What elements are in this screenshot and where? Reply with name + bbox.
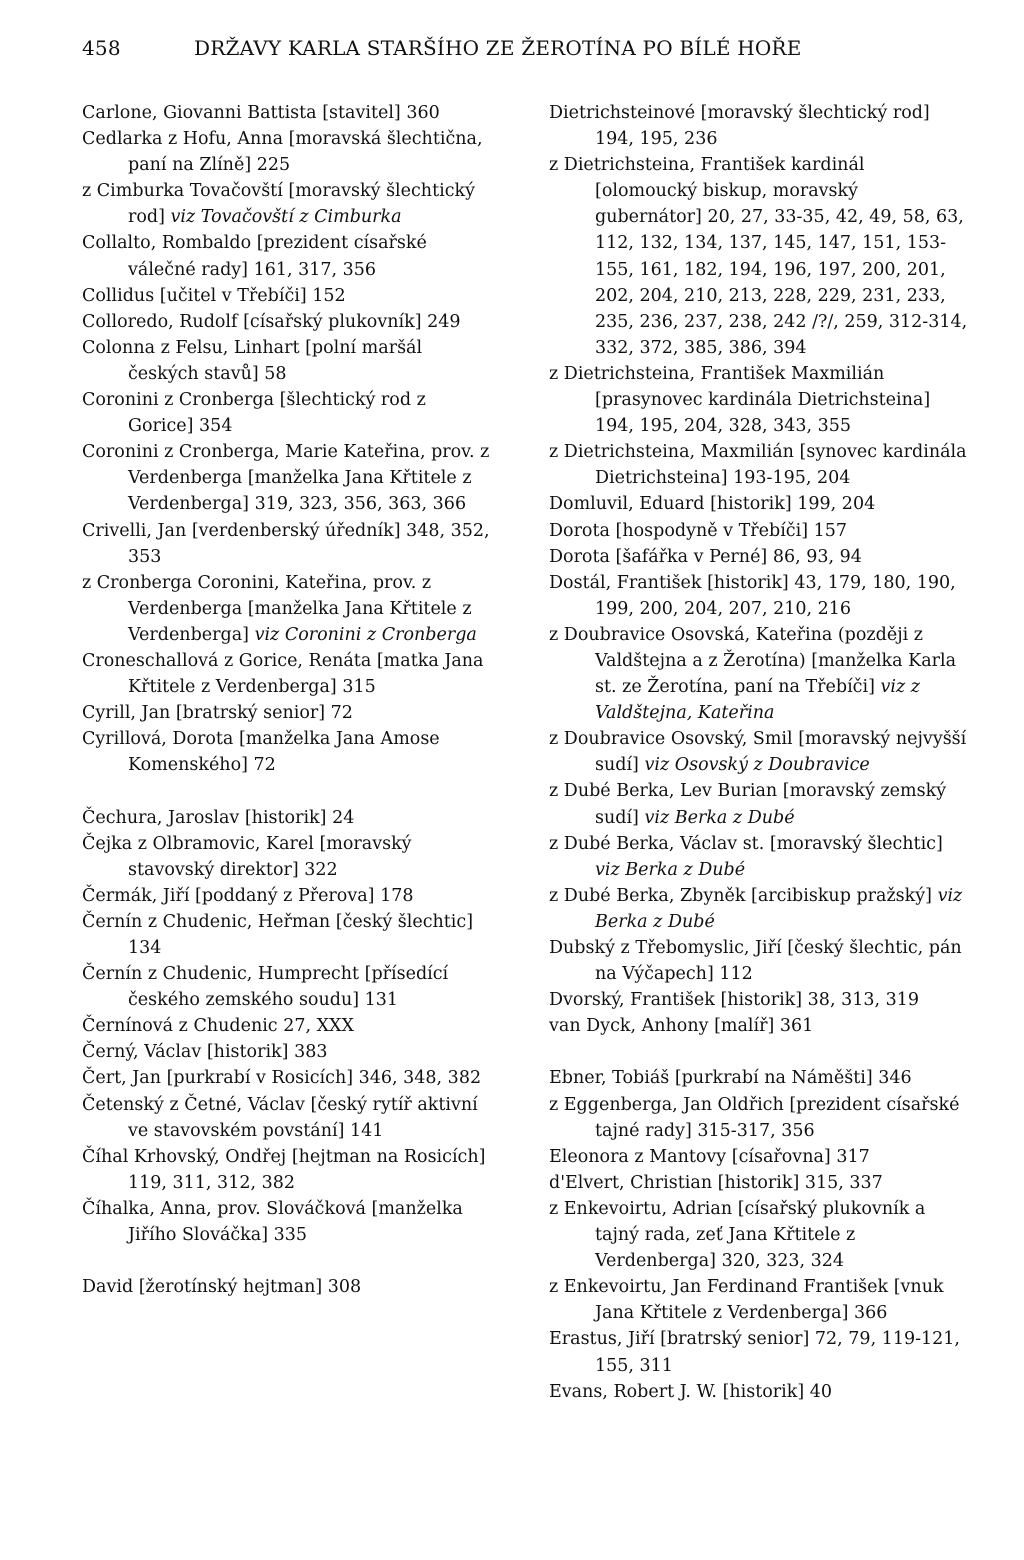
index-description: [český šlechtic] — [335, 911, 474, 932]
index-entry — [549, 1326, 969, 1378]
index-term: Cyrill, Jan — [82, 703, 171, 724]
index-page-numbers: 315, 337 — [804, 1172, 883, 1193]
index-cross-reference: viz Berka z Dubé — [595, 859, 746, 880]
index-description: [historik] — [720, 990, 803, 1011]
index-page-numbers: 72 — [330, 703, 353, 724]
index-page-numbers: 193-195, 204 — [733, 468, 851, 489]
index-entry — [549, 778, 969, 830]
index-term: Coronini z Cronberga — [82, 390, 275, 411]
index-entry — [82, 283, 492, 309]
index-term: Collalto, Rombaldo — [82, 233, 252, 254]
index-description: [historik] — [707, 572, 789, 593]
index-entry — [549, 518, 969, 544]
index-term: Ebner, Tobiáš — [549, 1068, 670, 1089]
index-cross-reference: viz Berka z Dubé — [644, 807, 795, 828]
index-term: Dietrichsteinové — [549, 103, 696, 123]
index-description: [moravský šlechtic] — [769, 833, 943, 854]
index-entry — [82, 831, 492, 883]
index-entry — [549, 1274, 969, 1326]
index-term: Coronini z Cronberga, Marie Kateřina, prov. z Verdenberga — [82, 442, 490, 489]
index-entry — [82, 335, 492, 387]
index-page-numbers: 360 — [406, 103, 440, 123]
index-description: [purkrabí v Rosicích] — [166, 1068, 354, 1089]
index-page-numbers: 322 — [304, 859, 338, 880]
index-page-numbers: 225 — [256, 155, 291, 176]
index-cross-reference: viz Tovačovští z Cimburka — [170, 207, 402, 228]
index-description: [prezident císařské tajné rady] — [595, 1094, 960, 1141]
index-term: Dvorský, František — [549, 990, 715, 1011]
index-term: z Enkevoirtu, Jan Ferdinand František — [549, 1277, 889, 1298]
page-number: 458 — [82, 36, 121, 60]
index-term: Černín z Chudenic, Humprecht — [82, 964, 360, 985]
index-entry — [549, 987, 969, 1013]
index-entry — [82, 1065, 492, 1091]
index-description: [synovec kardinála Dietrichsteina] — [595, 442, 967, 489]
index-description: [prasynovec kardinála Dietrichsteina] — [595, 390, 931, 411]
index-entry — [549, 622, 969, 726]
index-term: Černín z Chudenic, Heřman — [82, 911, 331, 932]
index-term: z Doubravice Osovský, Smil — [549, 729, 793, 750]
running-title: DRŽAVY KARLA STARŠÍHO ZE ŽEROTÍNA PO BÍLÉ HOŘE — [194, 36, 802, 60]
index-description: [historik] — [722, 1381, 805, 1402]
index-entry — [82, 961, 492, 1013]
index-term: z Dietrichsteina, Maxmilián — [549, 442, 794, 463]
index-page-numbers: 249 — [427, 311, 461, 332]
index-term: Dubský z Třebomyslic, Jiří — [549, 938, 782, 958]
index-description: [manželka Jana Amose Komenského] — [128, 729, 440, 776]
index-description: [arcibiskup pražský] — [751, 885, 932, 906]
index-description: [hospodyně v Třebíči] — [615, 520, 809, 541]
index-description: [poddaný z Přerova] — [195, 885, 375, 906]
index-page-numbers: 335 — [273, 1225, 308, 1246]
index-page-numbers: 38, 313, 319 — [807, 990, 919, 1011]
index-entry — [82, 726, 492, 778]
index-description: [historik] — [206, 1042, 289, 1063]
index-term: Carlone, Giovanni Battista — [82, 103, 317, 123]
index-description: [moravský šlechtický rod] — [128, 181, 475, 228]
index-entry — [82, 518, 492, 570]
index-page-numbers: 40 — [809, 1381, 833, 1402]
index-entry — [549, 1092, 969, 1144]
index-entry — [82, 1092, 492, 1144]
index-description: [moravský zemský sudí] — [595, 781, 947, 828]
index-description: [prezident císařské válečné rady] — [128, 233, 427, 280]
index-term: z Enkevoirtu, Adrian — [549, 1198, 733, 1219]
index-entry — [82, 1144, 492, 1196]
index-entry — [549, 544, 969, 570]
index-description: [purkrabí na Náměšti] — [674, 1068, 873, 1089]
index-term: Erastus, Jiří — [549, 1329, 655, 1350]
index-entry — [549, 570, 969, 622]
index-term: z Dubé Berka, Václav st. — [549, 833, 765, 854]
index-page-numbers: 319, 323, 356, 363, 366 — [254, 494, 467, 515]
index-description: [vnuk Jana Křtitele z Verdenberga] — [595, 1277, 944, 1324]
index-page-numbers: 361 — [779, 1016, 814, 1037]
index-term: Eleonora z Mantovy — [549, 1146, 727, 1167]
index-entry — [82, 126, 492, 178]
index-description: [manželka Jana Křtitele z Verdenberga] — [128, 598, 472, 645]
index-cross-reference: viz Osovský z Doubravice — [644, 755, 870, 776]
index-entry — [82, 909, 492, 961]
index-description: [žerotínský hejtman] — [138, 1277, 323, 1298]
index-page-numbers: 152 — [312, 285, 346, 306]
index-page-numbers: 308 — [327, 1277, 362, 1298]
index-term: Crivelli, Jan — [82, 520, 187, 541]
index-page-numbers: 315 — [342, 677, 376, 698]
index-term: z Dubé Berka, Lev Burian — [549, 781, 778, 802]
index-term: Číhal Krhovský, Ondřej — [82, 1146, 287, 1167]
index-entry — [82, 570, 492, 648]
index-term: Čechura, Jaroslav — [82, 807, 240, 828]
index-entry — [549, 1065, 969, 1091]
index-description: [císařovna] — [731, 1146, 831, 1167]
index-page-numbers: 199, 204 — [797, 494, 876, 515]
index-entry — [549, 883, 969, 935]
index-cross-reference: viz z Valdštejna, Kateřina — [595, 677, 920, 724]
index-term: z Dietrichsteina, František Maxmilián — [549, 363, 885, 384]
index-entry — [549, 152, 969, 361]
index-page-numbers: 24 — [332, 807, 355, 828]
index-entry — [549, 1379, 969, 1405]
index-page-numbers: 131 — [364, 990, 399, 1011]
index-page-numbers: 72 — [253, 755, 276, 776]
index-page-numbers: 346 — [878, 1068, 912, 1089]
index-description: [učitel v Třebíči] — [159, 285, 307, 306]
index-page-numbers: 20, 27, 33-35, 42, 49, 58, 63, 112, 132, 134, 137, 145, 147, 151, 153-155, 161, 182, 194, 196, 197, 200, 201, 202, 204, 210, 213, 228, 229, 231, 233, 235, 236, 237, 238, 242 /?/, 259, 312-314, 332, 372, 385, 386, 394 — [595, 207, 968, 358]
index-description: [manželka Jana Křtitele z Verdenberga] — [128, 468, 472, 515]
index-term: Colonna z Felsu, Linhart — [82, 337, 300, 358]
index-term: d'Elvert, Christian — [549, 1172, 713, 1193]
index-page-numbers: 348, 352, 353 — [128, 520, 490, 567]
index-term: Čermák, Jiří — [82, 885, 190, 906]
index-page-numbers: 72, 79, 119-121, 155, 311 — [595, 1329, 960, 1376]
index-description: [manželka Jiřího Slováčka] — [128, 1198, 463, 1246]
index-entry — [549, 361, 969, 439]
index-description: [hejtman na Rosicích] — [291, 1146, 486, 1167]
index-entry — [82, 230, 492, 282]
index-term: Colloredo, Rudolf — [82, 311, 238, 332]
index-term: Černínová z Chudenic — [82, 1016, 278, 1037]
index-description: [verdenberský úředník] — [191, 520, 401, 541]
index-term: Číhalka, Anna, prov. Slováčková — [82, 1198, 366, 1219]
index-description: [matka Jana Křtitele z Verdenberga] — [128, 650, 484, 698]
index-entry — [549, 831, 969, 883]
index-term: z Dubé Berka, Zbyněk — [549, 885, 746, 906]
index-page-numbers: 157 — [813, 520, 847, 541]
index-page-numbers: 134 — [128, 938, 162, 958]
index-entry — [82, 883, 492, 909]
index-term: Čert, Jan — [82, 1068, 161, 1089]
index-entry — [82, 178, 492, 230]
index-description: [český rytíř aktivní ve stavovském povstání] — [128, 1094, 478, 1141]
index-description: [moravská šlechtična, paní na Zlíně] — [128, 129, 483, 176]
index-term: Černý, Václav — [82, 1042, 202, 1063]
index-entry — [549, 1170, 969, 1196]
index-description: [šlechtický rod z Gorice] — [128, 390, 426, 437]
index-entry — [549, 726, 969, 778]
index-description: [historik] — [717, 1172, 800, 1193]
index-cross-reference: viz Berka z Dubé — [595, 885, 963, 932]
index-term: z Cimburka Tovačovští — [82, 181, 283, 202]
index-page-numbers: 366 — [854, 1303, 888, 1324]
index-term: Čejka z Olbramovic, Karel — [82, 833, 314, 854]
index-description: [šafářka v Perné] — [615, 546, 768, 567]
index-term: Cyrillová, Dorota — [82, 729, 234, 750]
index-page-numbers: 194, 195, 236 — [595, 129, 718, 150]
index-description: [moravský stavovský direktor] — [128, 833, 412, 880]
index-page-numbers: 119, 311, 312, 382 — [128, 1172, 295, 1193]
index-term: z Dietrichsteina, František kardinál — [549, 155, 865, 176]
index-entry — [549, 1144, 969, 1170]
index-entry — [82, 1274, 492, 1300]
index-entry — [82, 1039, 492, 1065]
index-term: Dorota — [549, 520, 610, 541]
index-entry — [549, 439, 969, 491]
index-description: [císařský plukovník a tajný rada, zeť Jana Křtitele z Verdenberga] — [595, 1198, 926, 1272]
index-entry — [82, 439, 492, 517]
index-term: Dorota — [549, 546, 610, 567]
index-term: Evans, Robert J. W. — [549, 1381, 717, 1402]
index-description: [přísedící českého zemského soudu] — [128, 964, 449, 1011]
index-entry — [549, 100, 969, 152]
index-description: [olomoucký biskup, moravský gubernátor] — [595, 181, 859, 228]
index-description: [císařský plukovník] — [243, 311, 422, 332]
index-page-numbers: 194, 195, 204, 328, 343, 355 — [595, 416, 852, 437]
index-entry — [549, 935, 969, 987]
index-description: [stavitel] — [322, 103, 401, 123]
index-term: David — [82, 1277, 134, 1298]
index-page-numbers: 58 — [264, 363, 287, 384]
index-term: Četenský z Četné, Václav — [82, 1094, 305, 1115]
index-description: [český šlechtic, pán na Výčapech] — [595, 938, 962, 985]
index-entry — [82, 309, 492, 335]
index-term: Cedlarka z Hofu, Anna — [82, 129, 284, 150]
index-description: [moravský nejvyšší sudí] — [595, 729, 967, 776]
index-term: Dostál, František — [549, 572, 702, 593]
index-term: van Dyck, Anhony — [549, 1016, 709, 1037]
index-entry — [549, 1013, 969, 1039]
index-page-numbers: 383 — [294, 1042, 328, 1063]
index-page-numbers: 354 — [199, 416, 233, 437]
index-page-numbers: 317 — [836, 1146, 870, 1167]
index-entry — [82, 648, 492, 700]
index-entry — [82, 1013, 492, 1039]
index-description: (později z Valdštejna a z Žerotína) [manželka Karla st. ze Žerotína, paní na Třebíči] — [595, 624, 957, 698]
page-header — [82, 36, 942, 60]
index-entry — [82, 1196, 492, 1248]
index-description: [malíř] — [714, 1016, 775, 1037]
index-term: z Doubravice Osovská, Kateřina — [549, 624, 833, 645]
index-page-numbers: 141 — [350, 1120, 384, 1141]
index-description: [historik] — [710, 494, 792, 515]
index-page-numbers: 320, 323, 324 — [721, 1251, 845, 1272]
index-term: Croneschallová z Gorice, Renáta — [82, 650, 372, 671]
index-page-numbers: 315-317, 356 — [697, 1120, 815, 1141]
index-entry — [82, 805, 492, 831]
index-term: Collidus — [82, 285, 155, 306]
index-description: [historik] — [244, 807, 327, 828]
index-description: [moravský šlechtický rod] — [700, 103, 930, 123]
index-column-left — [82, 100, 492, 1300]
index-term: z Cronberga Coronini, Kateřina, prov. z Verdenberga — [82, 572, 432, 619]
index-term: Domluvil, Eduard — [549, 494, 705, 515]
index-page-numbers: 86, 93, 94 — [772, 546, 862, 567]
index-description: [polní maršál českých stavů] — [128, 337, 423, 384]
index-page-numbers: 178 — [380, 885, 414, 906]
index-entry — [549, 1196, 969, 1274]
index-entry — [82, 100, 492, 126]
index-column-right — [549, 100, 969, 1405]
index-page-numbers: 112 — [719, 964, 753, 985]
index-page-numbers: 346, 348, 382 — [358, 1068, 482, 1089]
index-page-numbers: 27, XXX — [283, 1016, 354, 1037]
index-page-numbers: 161, 317, 356 — [253, 259, 377, 280]
index-entry — [82, 700, 492, 726]
index-entry — [549, 491, 969, 517]
index-description: [bratrský senior] — [175, 703, 326, 724]
index-description: [bratrský senior] — [660, 1329, 810, 1350]
index-page-numbers: 43, 179, 180, 190, 199, 200, 204, 207, 210, 216 — [595, 572, 956, 619]
index-entry — [82, 387, 492, 439]
index-cross-reference: viz Coronini z Cronberga — [254, 624, 477, 645]
index-term: z Eggenberga, Jan Oldřich — [549, 1094, 784, 1115]
